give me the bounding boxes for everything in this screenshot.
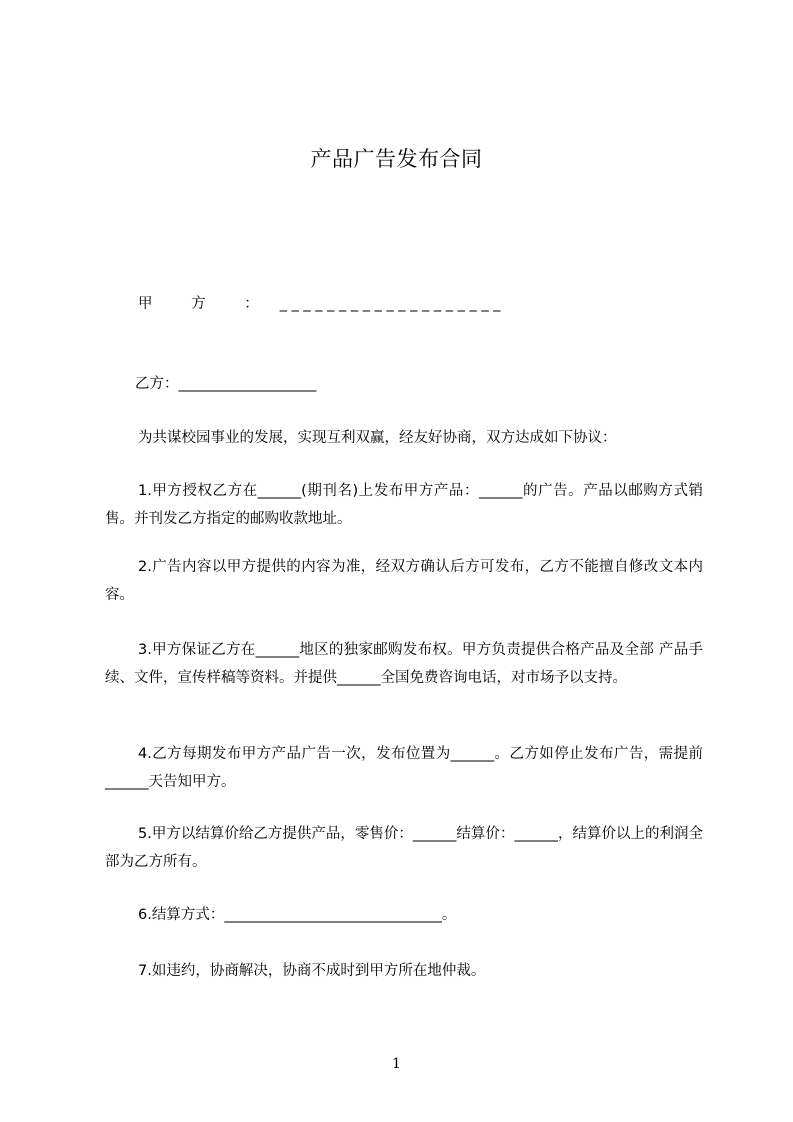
party-b-label: 乙方： — [135, 376, 179, 392]
party-b-blank: ___________________ — [178, 376, 317, 392]
clause-5: 5.甲方以结算价给乙方提供产品，零售价：______结算价：______，结算价以上的利润全部为乙方所有。 — [105, 826, 703, 870]
clause-4: 4.乙方每期发布甲方产品广告一次，发布位置为______。乙方如停止发布广告，需提前______天告知甲方。 — [105, 746, 703, 790]
clause-1: 1.甲方授权乙方在______(期刊名)上发布甲方产品：______的广告。产品以邮购方式销售。并刊发乙方指定的邮购收款地址。 — [105, 483, 703, 527]
clause-2: 2.广告内容以甲方提供的内容为准，经双方确认后方可发布，乙方不能擅自修改文本内容。 — [105, 559, 703, 603]
clause-3: 3.甲方保证乙方在______地区的独家邮购发布权。甲方负责提供合格产品及全部 产品手续、文件，宣传样稿等资料。并提供______全国免费咨询电话，对市场予以支持。 — [105, 642, 703, 686]
party-a-line — [138, 292, 500, 313]
clause-7: 7.如违约，协商解决，协商不成时到甲方所在地仲裁。 — [138, 963, 486, 979]
party-b-line — [135, 372, 316, 393]
party-a-blank: _ _ _ _ _ _ _ _ _ _ _ _ _ _ _ _ _ _ _ — [279, 296, 501, 312]
document-title: 产品广告发布合同 — [310, 147, 483, 171]
clause-6: 6.结算方式：______________________________。 — [138, 907, 457, 923]
page-number: 1 — [392, 1056, 401, 1072]
intro-paragraph: 为共谋校园事业的发展，实现互利双赢，经友好协商，双方达成如下协议： — [138, 430, 617, 446]
party-a-label: 甲 方 ： — [138, 296, 276, 312]
